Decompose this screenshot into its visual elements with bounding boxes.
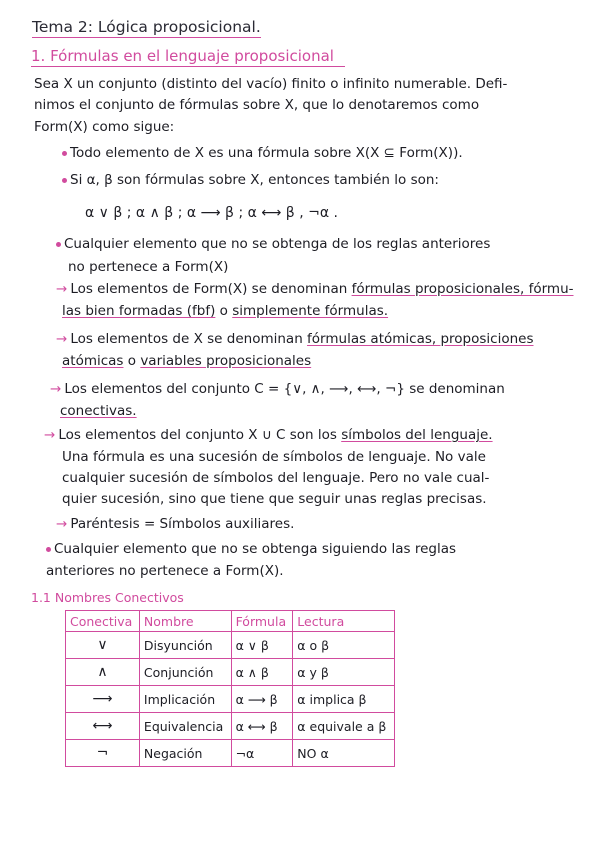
arrow-item-4-line-3: cualquier sucesión de símbolos del lenguaje. Pero no vale cual-: [62, 470, 490, 486]
page-title: [32, 19, 261, 35]
table-cell-formula: α ⟷ β: [231, 713, 293, 740]
bullet-1-text: Todo elemento de X es una fórmula sobre X(X ⊆ Form(X)).: [70, 145, 463, 161]
table-header-nombre: Nombre: [139, 611, 231, 632]
bullet-dot-icon: [56, 242, 61, 247]
arrow-right-icon: →: [56, 281, 68, 297]
table-cell-name: Equivalencia: [139, 713, 231, 740]
table-row: [66, 686, 395, 713]
table-cell-connective: ∧: [66, 659, 140, 686]
table-cell-reading: α implica β: [293, 686, 395, 713]
bullet-3-text-line-1: Cualquier elemento que no se obtenga de los reglas anteriores: [64, 236, 491, 252]
para-1-line-1: Sea X un conjunto (distinto del vacío) finito o infinito numerable. Defi-: [34, 76, 508, 92]
table-header-lectura: Lectura: [293, 611, 395, 632]
arrow-item-4-emphasis: símbolos del lenguaje.: [341, 427, 493, 443]
bullet-1: [62, 145, 463, 161]
arrow-item-4-line-1: [44, 427, 493, 443]
bullet-dot-icon: [62, 178, 67, 183]
arrow-item-1-line-2: [62, 303, 388, 319]
bullet-2: [62, 172, 439, 188]
table-row: [66, 632, 395, 659]
arrow-item-4-line-4: quier sucesión, sino que tiene que seguir unas reglas precisas.: [62, 491, 487, 507]
arrow-item-2-emphasis-2: atómicas: [62, 353, 124, 369]
arrow-item-2-mid: o: [123, 353, 141, 369]
table-cell-name: Negación: [139, 740, 231, 767]
arrow-item-1-text: Los elementos de Form(X) se denominan: [70, 281, 352, 297]
table-cell-reading: α y β: [293, 659, 395, 686]
section-1-heading: 1. Fórmulas en el lenguaje proposicional: [31, 47, 334, 65]
arrow-item-5-text: Paréntesis = Símbolos auxiliares.: [70, 516, 295, 532]
arrow-right-icon: →: [44, 427, 56, 443]
bullet-4: [46, 541, 456, 557]
bullet-2-text: Si α, β son fórmulas sobre X, entonces también lo son:: [70, 172, 439, 188]
table-cell-reading: NO α: [293, 740, 395, 767]
bullet-3-text-line-2: no pertenece a Form(X): [68, 259, 229, 275]
table-header-conectiva: Conectiva: [66, 611, 140, 632]
arrow-item-1-emphasis-3: simplemente fórmulas.: [232, 303, 389, 319]
section-1-underline: [31, 66, 345, 67]
para-1-line-3: Form(X) como sigue:: [34, 119, 175, 135]
table-row: [66, 740, 395, 767]
connectives-table: [65, 610, 395, 767]
arrow-item-1-emphasis: fórmulas proposicionales, fórmu-: [351, 281, 574, 297]
page-title-text: Tema 2: Lógica proposicional.: [32, 18, 261, 36]
arrow-item-2-line-1: [56, 331, 534, 347]
arrow-item-3-emphasis: conectivas.: [60, 403, 137, 419]
arrow-right-icon: →: [50, 381, 62, 397]
arrow-item-2-text: Los elementos de X se denominan: [70, 331, 308, 347]
table-cell-formula: α ∨ β: [231, 632, 293, 659]
bullet-4-text-line-2: anteriores no pertenece a Form(X).: [46, 563, 284, 579]
table-cell-name: Implicación: [139, 686, 231, 713]
arrow-item-1-mid: o: [215, 303, 233, 319]
table-header-row: [66, 611, 395, 632]
arrow-item-3-text: Los elementos del conjunto C = {∨, ∧, ⟶, ⟷, ¬} se denominan: [64, 381, 505, 397]
table-header-formula: Fórmula: [231, 611, 293, 632]
table-row: [66, 659, 395, 686]
table-cell-connective: ⟷: [66, 713, 140, 740]
arrow-item-4-text: Los elementos del conjunto X ∪ C son los: [58, 427, 342, 443]
arrow-item-5: [56, 516, 294, 532]
arrow-item-4-line-2: Una fórmula es una sucesión de símbolos de lenguaje. No vale: [62, 449, 486, 465]
table-cell-connective: ¬: [66, 740, 140, 767]
arrow-item-1-emphasis-2: las bien formadas (fbf): [62, 303, 216, 319]
bullet-dot-icon: [62, 151, 67, 156]
section-1-1-heading: 1.1 Nombres Conectivos: [31, 590, 184, 605]
table-cell-name: Conjunción: [139, 659, 231, 686]
table-cell-formula: ¬α: [231, 740, 293, 767]
arrow-item-2-emphasis: fórmulas atómicas, proposiciones: [307, 331, 534, 347]
table-cell-name: Disyunción: [139, 632, 231, 659]
bullet-4-text-line-1: Cualquier elemento que no se obtenga siguiendo las reglas: [54, 541, 457, 557]
table-cell-formula: α ∧ β: [231, 659, 293, 686]
table-cell-reading: α equivale a β: [293, 713, 395, 740]
arrow-right-icon: →: [56, 516, 68, 532]
arrow-item-3-line-1: [50, 381, 505, 397]
arrow-item-3-line-2: [60, 403, 137, 419]
connective-formulas-line: α ∨ β ; α ∧ β ; α ⟶ β ; α ⟷ β , ¬α .: [85, 205, 338, 221]
table-cell-reading: α o β: [293, 632, 395, 659]
table-row: [66, 713, 395, 740]
bullet-dot-icon: [46, 547, 51, 552]
table-cell-connective: ∨: [66, 632, 140, 659]
para-1-line-2: nimos el conjunto de fórmulas sobre X, que lo denotaremos como: [34, 97, 480, 113]
arrow-item-2-emphasis-3: variables proposicionales: [140, 353, 312, 369]
bullet-3: [56, 236, 490, 252]
table-cell-formula: α ⟶ β: [231, 686, 293, 713]
arrow-right-icon: →: [56, 331, 68, 347]
table-cell-connective: ⟶: [66, 686, 140, 713]
arrow-item-1-line-1: [56, 281, 574, 297]
arrow-item-2-line-2: [62, 353, 311, 369]
